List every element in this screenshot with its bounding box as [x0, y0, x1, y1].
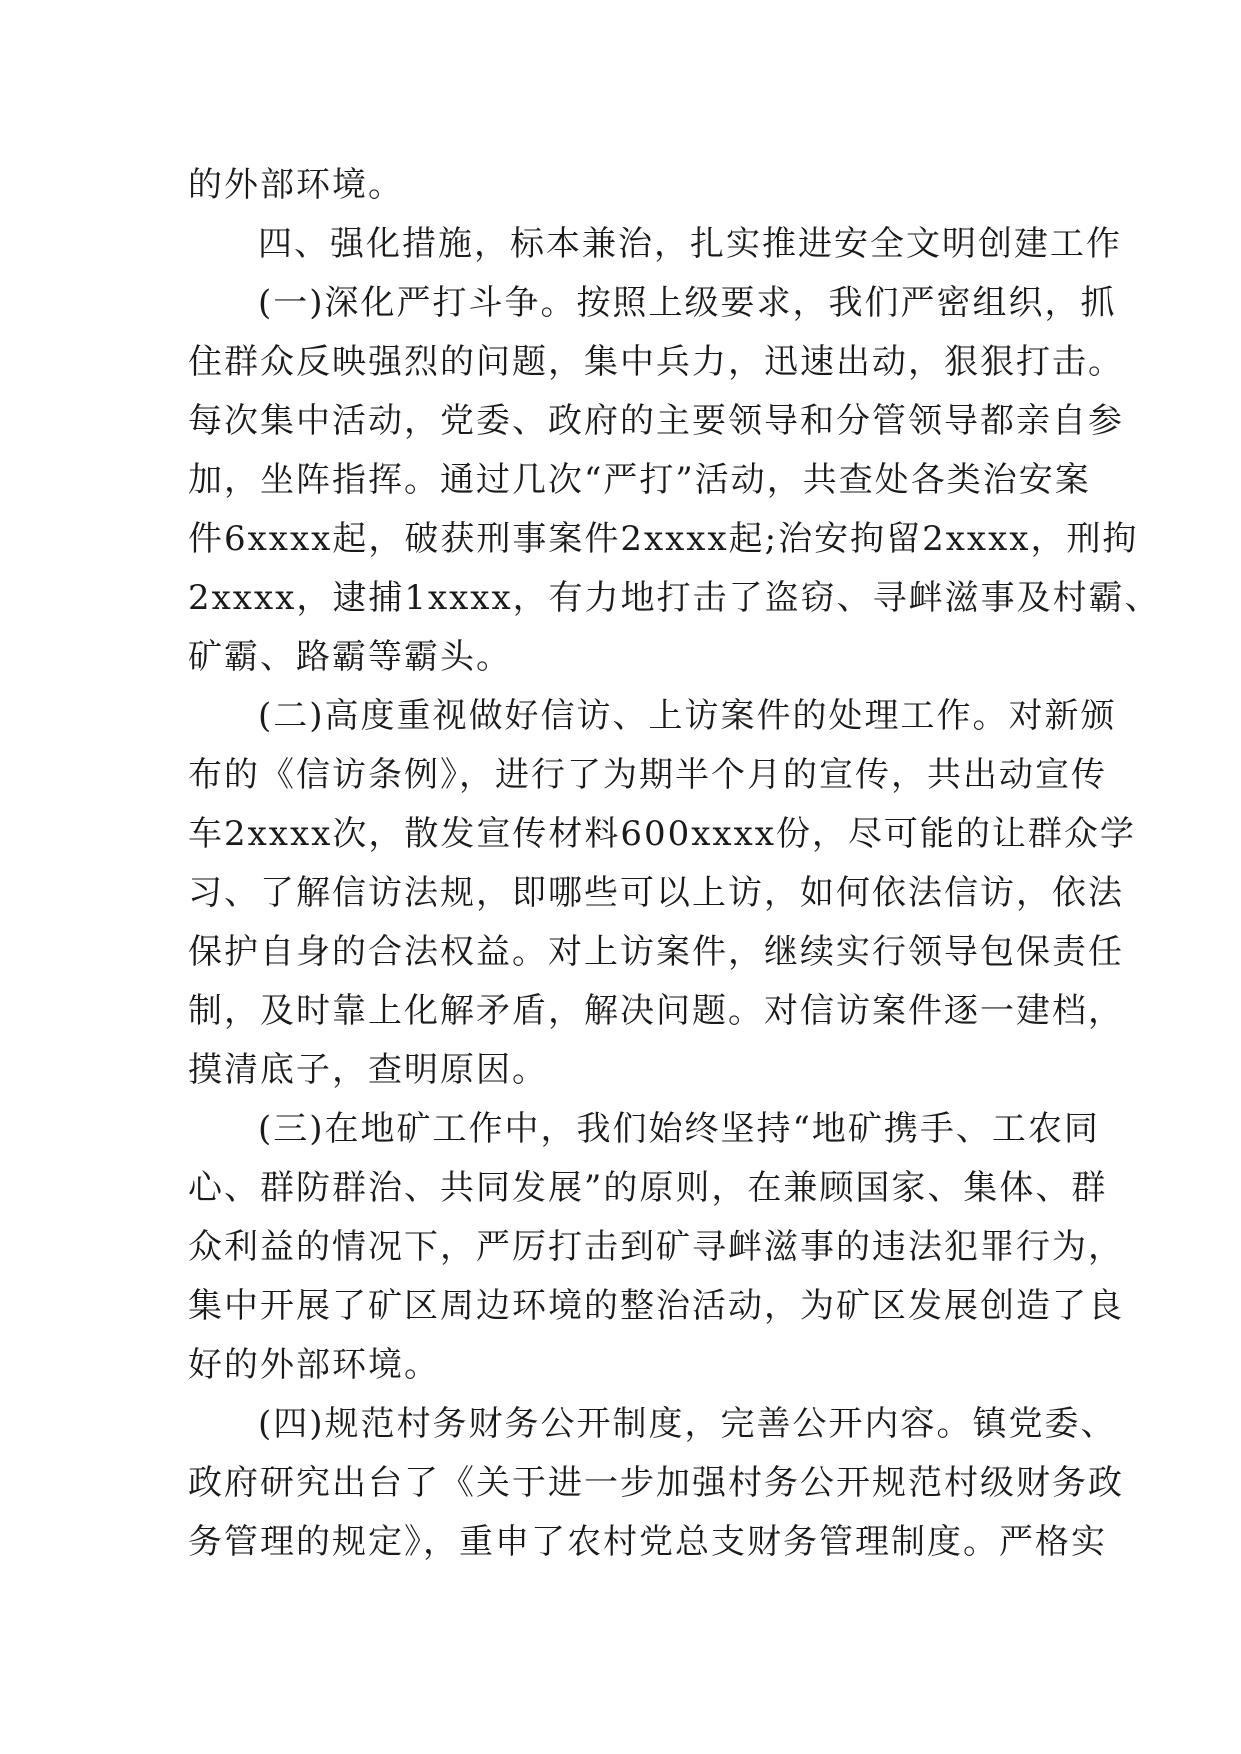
text-line: 矿霸、路霸等霸头。 [188, 637, 512, 677]
text-line: (二)高度重视做好信访、上访案件的处理工作。对新颁 [258, 696, 1117, 736]
text-line: 2xxxx，逮捕1xxxx，有力地打击了盗窃、寻衅滋事及村霸、 [188, 578, 1161, 618]
text-line: 心、群防群治、共同发展”的原则，在兼顾国家、集体、群 [188, 1168, 1108, 1208]
text-line: 住群众反映强烈的问题，集中兵力，迅速出动，狠狠打击。 [188, 342, 1124, 382]
text-line: 制，及时靠上化解矛盾，解决问题。对信访案件逐一建档， [188, 991, 1124, 1031]
text-line: (一)深化严打斗争。按照上级要求，我们严密组织，抓 [258, 283, 1117, 323]
text-line: 政府研究出台了《关于进一步加强村务公开规范村级财务政 [188, 1463, 1124, 1503]
section-heading: 四、强化措施，标本兼治，扎实推进安全文明创建工作 [258, 224, 1122, 264]
text-line: 好的外部环境。 [188, 1345, 440, 1385]
text-line: 集中开展了矿区周边环境的整治活动，为矿区发展创造了良 [188, 1286, 1124, 1326]
text-line: 摸清底子，查明原因。 [188, 1050, 548, 1090]
text-line: 众利益的情况下，严厉打击到矿寻衅滋事的违法犯罪行为， [188, 1227, 1124, 1267]
text-line: 务管理的规定》，重申了农村党总支财务管理制度。严格实 [188, 1522, 1107, 1562]
text-line: (四)规范村务财务公开制度，完善公开内容。镇党委、 [258, 1404, 1117, 1444]
text-line: 加，坐阵指挥。通过几次“严打”活动，共查处各类治安案 [188, 460, 1091, 500]
document-body [188, 156, 1161, 1572]
text-line: 习、了解信访法规，即哪些可以上访，如何依法信访，依法 [188, 873, 1124, 913]
text-line: 布的《信访条例》，进行了为期半个月的宣传，共出动宣传 [188, 755, 1107, 795]
text-line: 每次集中活动，党委、政府的主要领导和分管领导都亲自参 [188, 401, 1124, 441]
text-line: 的外部环境。 [188, 165, 404, 205]
text-line: 件6xxxx起，破获刑事案件2xxxx起;治安拘留2xxxx，刑拘 [188, 519, 1139, 559]
text-line: 车2xxxx次，散发宣传材料600xxxx份，尽可能的让群众学 [188, 814, 1136, 854]
text-line: (三)在地矿工作中，我们始终坚持“地矿携手、工农同 [258, 1109, 1100, 1149]
text-line: 保护自身的合法权益。对上访案件，继续实行领导包保责任 [188, 932, 1124, 972]
